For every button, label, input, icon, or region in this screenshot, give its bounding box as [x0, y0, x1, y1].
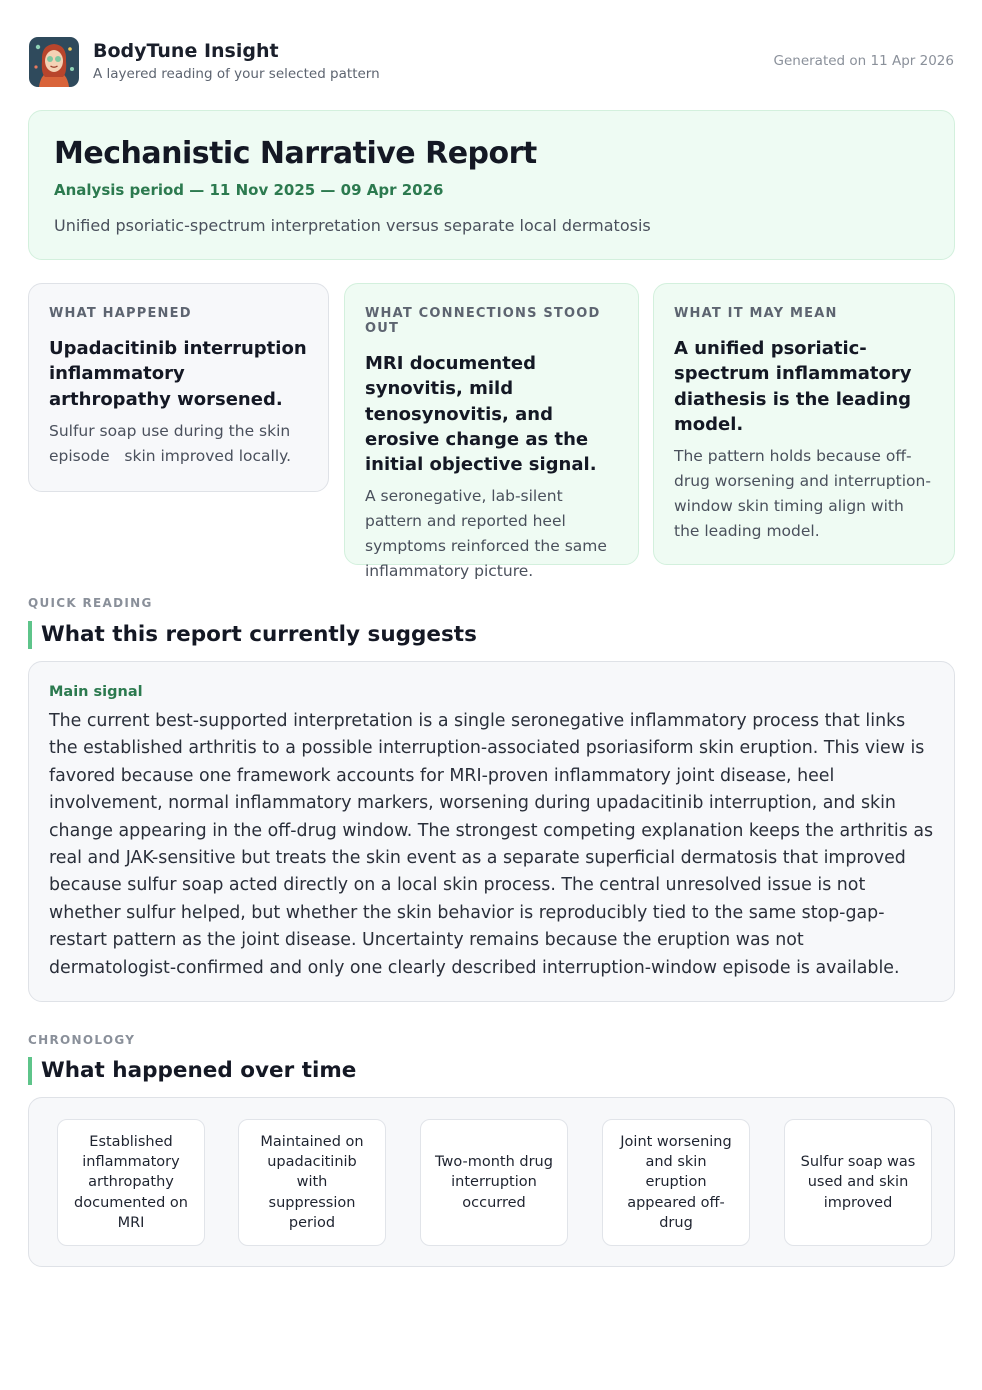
card-label: WHAT CONNECTIONS STOOD OUT: [365, 306, 601, 336]
timeline-step: Sulfur soap was used and skin improved: [784, 1119, 932, 1246]
report-header: [29, 37, 954, 87]
analysis-period: Analysis period — 11 Nov 2025 — 09 Apr 2026: [54, 181, 444, 199]
card-label: WHAT HAPPENED: [49, 306, 192, 321]
report-description: Unified psoriatic-spectrum interpretation versus separate local dermatosis: [54, 216, 651, 235]
chronology-title: What happened over time: [28, 1057, 356, 1085]
card-heading: A unified psoriatic-spectrum inflammatory diathesis is the leading model.: [674, 338, 912, 435]
card-body: A seronegative, lab-silent pattern and reported heel symptoms reinforced the same inflammatory picture.: [365, 487, 607, 581]
chronology-kicker: CHRONOLOGY: [28, 1033, 136, 1047]
card-heading: Upadacitinib interruption inflammatory arthropathy worsened.: [49, 338, 307, 410]
main-signal-text: The current best-supported interpretation is a single seronegative inflammatory process that links the established arthritis to a possible interruption-associated psoriasiform skin eruption. This view is favored because one framework accounts for MRI-proven inflammatory joint disease, heel involvement, normal inflammatory markers, worsening during upadacitinib interruption, and skin change appearing in the off-drug window. The strongest competing explanation keeps the arthritis as real and JAK-sensitive but treats the skin event as a separate superficial dermatosis that improved because sulfur soap acted directly on a local skin process. The central unresolved issue is not whether sulfur helped, but whether the skin behavior is reproducibly tied to the same stop-gap-restart pattern as the joint disease. Uncertainty remains because the eruption was not dermatologist-confirmed and only one clearly described interruption-window episode is available.: [49, 711, 934, 978]
card-label: WHAT IT MAY MEAN: [674, 306, 838, 321]
timeline-step: Two-month drug interruption occurred: [420, 1119, 568, 1246]
timeline-step: Joint worsening and skin eruption appeared off-drug: [602, 1119, 750, 1246]
timeline: [28, 1097, 955, 1267]
timeline-step: Established inflammatory arthropathy documented on MRI: [57, 1119, 205, 1246]
card-connections: [344, 283, 639, 581]
app-subtitle: A layered reading of your selected pattern: [93, 66, 380, 82]
quick-reading-kicker: QUICK READING: [28, 596, 153, 610]
page-title: Mechanistic Narrative Report: [54, 136, 537, 171]
app-name: BodyTune Insight: [93, 40, 279, 62]
main-signal-box: [28, 661, 955, 1002]
generated-date: Generated on 11 Apr 2026: [773, 53, 954, 69]
timeline-step: Maintained on upadacitinib with suppression period: [238, 1119, 386, 1246]
card-body: Sulfur soap use during the skin episode skin improved locally.: [49, 421, 296, 465]
card-meaning: [653, 283, 955, 565]
quick-reading-title: What this report currently suggests: [28, 621, 477, 649]
card-heading: MRI documented synovitis, mild tenosynovitis, and erosive change as the initial objective signal.: [365, 353, 597, 476]
card-what-happened: [28, 283, 329, 492]
report-hero: [28, 110, 955, 260]
card-body: The pattern holds because off-drug worsening and interruption-window skin timing align with the leading model.: [674, 447, 931, 541]
main-signal-label: Main signal: [49, 684, 143, 700]
app-logo-icon: [29, 37, 79, 87]
